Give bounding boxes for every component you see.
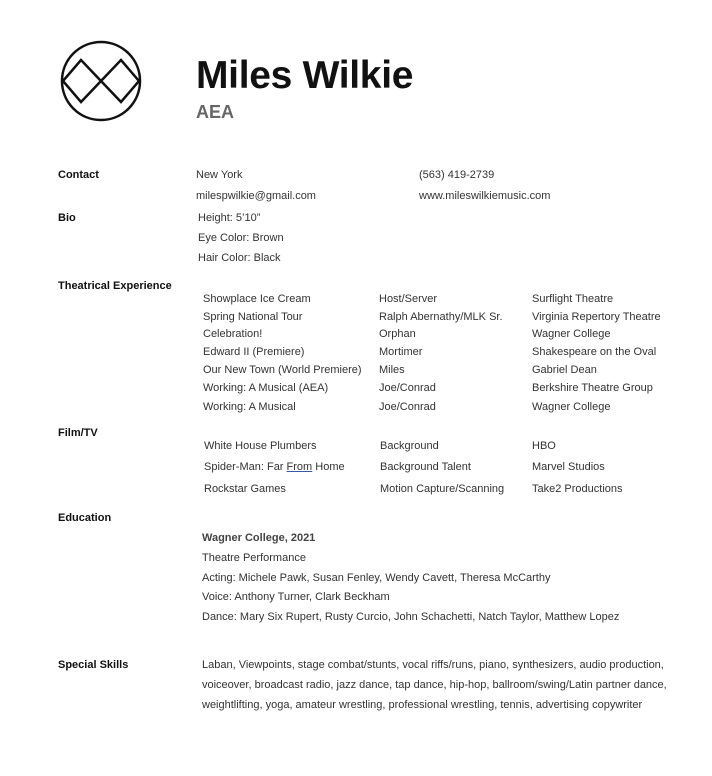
film-title: Rockstar Games [204, 483, 286, 495]
film-title-part: Home [312, 461, 345, 473]
theatre-role: Host/Server [379, 293, 438, 305]
theatre-show: Working: A Musical (AEA) [203, 382, 329, 394]
film-studio: Take2 Productions [532, 483, 623, 495]
section-label-film: Film/TV [58, 427, 98, 439]
education-degree: Theatre Performance [202, 552, 306, 564]
contact-website[interactable]: www.mileswilkiemusic.com [419, 190, 551, 202]
theatre-role: Ralph Abernathy/MLK Sr. [379, 311, 503, 323]
skills-line: voiceover, broadcast radio, jazz dance, tap dance, hip-hop, ballroom/swing/Latin partner dance, [202, 679, 667, 691]
bio-hair-color: Hair Color: Black [198, 252, 281, 264]
theatre-show: Spring National Tour [203, 311, 303, 323]
contact-city: New York [196, 169, 243, 181]
theatre-role: Orphan [379, 328, 416, 340]
section-label-education: Education [58, 512, 112, 524]
skills-line: weightlifting, yoga, amateur wrestling, professional wrestling, tennis, advertising copywriter [202, 699, 643, 711]
theatre-role: Miles [379, 364, 405, 376]
theatre-show: Edward II (Premiere) [203, 346, 305, 358]
theatre-company: Shakespeare on the Oval [532, 346, 657, 358]
film-studio: HBO [532, 440, 556, 452]
theatre-company: Gabriel Dean [532, 364, 597, 376]
film-title: White House Plumbers [204, 440, 317, 452]
theatre-role: Joe/Conrad [379, 382, 436, 394]
contact-phone[interactable]: (563) 419-2739 [419, 169, 495, 181]
section-label-bio: Bio [58, 212, 76, 224]
section-label-contact: Contact [58, 169, 99, 181]
education-dance: Dance: Mary Six Rupert, Rusty Curcio, John Schachetti, Natch Taylor, Matthew Lopez [202, 611, 620, 623]
theatre-company: Wagner College [532, 328, 611, 340]
film-title-part: Spider-Man: Far [204, 461, 287, 473]
education-school: Wagner College, 2021 [202, 532, 316, 544]
page-title: Miles Wilkie [196, 54, 414, 97]
theatre-company: Berkshire Theatre Group [532, 382, 653, 394]
theatre-show: Showplace Ice Cream [203, 293, 311, 305]
section-label-theatre: Theatrical Experience [58, 280, 172, 292]
film-role: Background Talent [380, 461, 471, 473]
diamond-circle-logo-icon [60, 40, 142, 122]
skills-line: Laban, Viewpoints, stage combat/stunts, vocal riffs/runs, piano, synthesizers, audio production, [202, 659, 664, 671]
theatre-role: Joe/Conrad [379, 401, 436, 413]
union-affiliation: AEA [196, 102, 235, 122]
film-title-underlined-word: From [286, 461, 313, 473]
film-role: Motion Capture/Scanning [380, 483, 505, 495]
film-title [204, 461, 345, 473]
bio-eye-color: Eye Color: Brown [198, 232, 284, 244]
contact-email[interactable]: milespwilkie@gmail.com [196, 190, 316, 202]
theatre-show: Our New Town (World Premiere) [203, 364, 362, 376]
theatre-company: Surflight Theatre [532, 293, 614, 305]
film-role: Background [380, 440, 439, 452]
theatre-show: Celebration! [203, 328, 263, 340]
education-acting: Acting: Michele Pawk, Susan Fenley, Wendy Cavett, Theresa McCarthy [202, 572, 551, 584]
section-label-skills: Special Skills [58, 659, 129, 671]
theatre-role: Mortimer [379, 346, 423, 358]
theatre-company: Wagner College [532, 401, 611, 413]
film-studio: Marvel Studios [532, 461, 605, 473]
bio-height: Height: 5’10” [198, 212, 261, 224]
theatre-show: Working: A Musical [203, 401, 296, 413]
education-voice: Voice: Anthony Turner, Clark Beckham [202, 591, 390, 603]
theatre-company: Virginia Repertory Theatre [532, 311, 661, 323]
